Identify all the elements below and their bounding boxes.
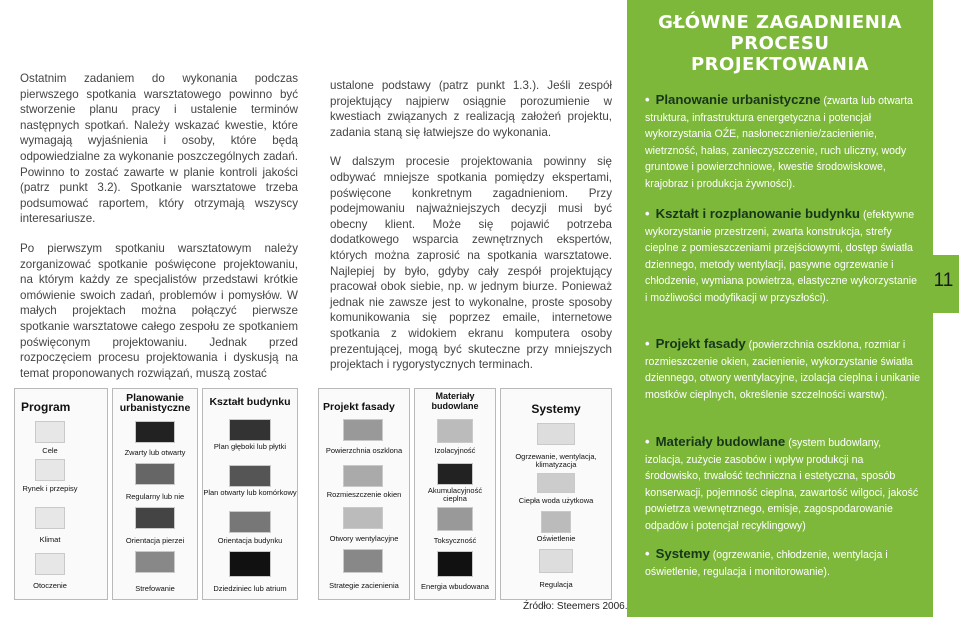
paragraph: Po pierwszym spotkaniu warsztatowym należy zorganizować spotkanie poświęcone projektowaniu, na którym każdy ze specjalistów przedstawi krótkie omówienie swoich zadań, problemów i pomysłów. W małych projektach można połączyć pierwsze spotkanie warsztatowe całego zespołu ze spotkaniem poświęconym projektowaniu. Jednak przed rozpoczęciem procesu projektowania i dyskusją na temat proponowanych rozwiązań, muszą zostać — [20, 241, 298, 380]
item-label: Powierzchnia oszklona — [325, 446, 403, 455]
regulation-icon — [539, 549, 573, 573]
paragraph: W dalszym procesie projektowania powinny się odbywać mniejsze spotkania pomiędzy ekspertami, poświęcone konkretnym zagadnieniom. Przy podejmowaniu najważniejszych decyzji musi być obecny klient. Może się pojawić potrzeba dodatkowego wsparcia zewnętrznych ekspertów, których można zaprosić na spotkania warsztatowe. Najlepiej by było, gdyby cały zespół projektujący pracował obok siebie, np. w jednym biurze. Ponieważ jednak nie zawsze jest to wykonalne, proste sposoby komunikowania się poprzez emaile, internetowe spotkania z widokiem ekranu komputera osoby prezentującej, mogą być skuteczne przy mniejszych projektach i rygorystycznych terminach. — [330, 155, 612, 372]
topic-heading: Systemy — [655, 546, 710, 561]
item-label: Energia wbudowana — [421, 582, 489, 591]
paragraph: ustalone podstawy (patrz punkt 1.3.). Jeśli zespół projektujący najpierw osiągnie porozumienie w kwestiach związanych z realizacją założeń projektu, zadania staną się łatwiejsze do wykonania. — [330, 79, 612, 139]
item-label: Akumulacyjność cieplna — [427, 486, 483, 503]
regular-layout-icon — [135, 463, 175, 485]
panel-title: Projekt fasady — [323, 401, 395, 413]
item-label: Zwarty lub otwarty — [124, 448, 186, 457]
design-process-diagram — [14, 388, 612, 600]
market-icon — [35, 459, 65, 481]
text-column-left — [20, 71, 298, 395]
item-label: Orientacja budynku — [217, 536, 283, 545]
panel-title: Materiały budowlane — [431, 391, 479, 411]
paragraph: Ostatnim zadaniem do wykonania podczas pierwszego spotkania warsztatowego powinno być stworzenie planu pracy i ustalenie terminów następnych spotkań. Należy wskazać kwestie, które wymagają wyjaśnienia i osoby, które będą odpowiedzialne za wykonanie poszczególnych zadań. Powinno to zostać zawarte w planie kontroli jakości (patrz punkt 3.2). Spotkanie warsztatowe trzeba podsumować raportem, który otrzymają wszyscy interesariusze. — [20, 72, 298, 226]
item-label: Plan głęboki lub płytki — [213, 442, 287, 451]
hot-water-icon — [537, 473, 575, 493]
item-label: Strategie zacienienia — [329, 581, 399, 590]
bullet-icon: • — [645, 546, 650, 561]
panel-systems — [500, 388, 612, 600]
toxicity-icon — [437, 507, 473, 531]
item-label: Otwory wentylacyjne — [329, 534, 399, 543]
item-label: Ciepła woda użytkowa — [518, 496, 594, 505]
vents-icon — [343, 507, 383, 529]
goals-icon — [35, 421, 65, 443]
item-label: Toksyczność — [433, 536, 477, 545]
item-label: Regulacja — [539, 580, 573, 589]
item-label: Rynek i przepisy — [22, 484, 78, 493]
panel-title: Systemy — [531, 402, 581, 416]
panel-title: Kształt budynku — [209, 396, 291, 408]
bullet-icon: • — [645, 336, 650, 351]
topic-description: (ogrzewanie, chłodzenie, wentylacja i oświetlenie, regulacja i monitorowanie). — [645, 549, 888, 578]
item-label: Rozmieszczenie okien — [326, 490, 402, 499]
topic-building-materials — [645, 434, 921, 534]
text-column-middle — [330, 78, 612, 387]
sidebar-title-line: GŁÓWNE ZAGADNIENIA — [658, 12, 902, 33]
insulation-icon — [437, 419, 473, 443]
bullet-icon: • — [645, 434, 650, 449]
compact-layout-icon — [135, 421, 175, 443]
item-label: Regularny lub nie — [125, 492, 185, 501]
topic-heading: Projekt fasady — [655, 336, 746, 351]
panel-facade-design — [318, 388, 410, 600]
sidebar-title-line: PROCESU — [730, 33, 830, 54]
frontage-icon — [135, 507, 175, 529]
topic-heading: Materiały budowlane — [655, 434, 786, 449]
topic-facade-design — [645, 336, 921, 403]
bullet-icon: • — [645, 92, 650, 107]
topic-heading: Kształt i rozplanowanie budynku — [655, 206, 860, 221]
sidebar-title — [627, 0, 933, 75]
glazing-icon — [343, 419, 383, 441]
item-label: Dziedziniec lub atrium — [213, 584, 287, 593]
figure-source: Źródło: Steemers 2006. — [523, 601, 628, 612]
topic-building-form — [645, 206, 921, 306]
embodied-energy-icon — [437, 551, 473, 577]
page-number: 11 — [933, 270, 954, 291]
item-label: Orientacja pierzei — [125, 536, 185, 545]
panel-title: Program — [21, 400, 71, 414]
topic-description: (powierzchnia oszklona, rozmiar i rozmieszczenie okien, zacienienie, wykorzystanie światła dziennego, otwory wentylacyjne, izolacja cieplna i unikanie mostków cieplnych, określenie szczelności warstw). — [645, 339, 921, 401]
courtyard-icon — [229, 551, 271, 577]
orientation-icon — [229, 511, 271, 533]
hvac-icon — [537, 423, 575, 445]
climate-icon — [35, 507, 65, 529]
lighting-icon — [541, 511, 571, 533]
topic-urban-planning — [645, 92, 921, 192]
item-label: Cele — [42, 446, 58, 455]
open-plan-icon — [229, 465, 271, 487]
panel-title: Planowanie urbanistyczne — [119, 392, 191, 414]
item-label: Otoczenie — [33, 581, 67, 590]
panel-building-shape — [202, 388, 298, 600]
item-label: Ogrzewanie, wentylacja, klimatyzacja — [515, 452, 597, 469]
item-label: Oświetlenie — [536, 534, 576, 543]
item-label: Strefowanie — [135, 584, 175, 593]
deep-plan-icon — [229, 419, 271, 441]
windows-icon — [343, 465, 383, 487]
panel-program — [14, 388, 108, 600]
thermal-mass-icon — [437, 463, 473, 485]
panel-urban-planning — [112, 388, 198, 600]
topic-description: (system budowlany, izolacja, zużycie zasobów i wpływ produkcji na środowisko, trwałość techniczna i estetyczna, sposób konserwacji, pojemność cieplna, zawartość wilgoci, jakość powietrza wewnętrznego, emisje, zagospodarowanie odpadów i potencjał recyklingowy) — [645, 437, 919, 532]
zoning-icon — [135, 551, 175, 573]
sidebar-title-line: PROJEKTOWANIA — [690, 54, 870, 75]
item-label: Klimat — [39, 535, 61, 544]
panel-building-materials — [414, 388, 496, 600]
topic-description: (efektywne wykorzystanie przestrzeni, zwarta konstrukcja, strefy cieplne z pomieszczeniami przejściowymi, dostęp światła dziennego, metody wentylacji, pasywne ogrzewanie i chłodzenie, wymiana powietrza, elastyczne wykorzystanie i możliwości modyfikacji w przyszłości). — [645, 209, 918, 304]
bullet-icon: • — [645, 206, 650, 221]
item-label: Izolacyjność — [434, 446, 476, 455]
item-label: Plan otwarty lub komórkowy — [203, 488, 297, 497]
topic-heading: Planowanie urbanistyczne — [655, 92, 821, 107]
surroundings-icon — [35, 553, 65, 575]
key-issues-sidebar — [627, 0, 933, 617]
topic-systems — [645, 546, 921, 580]
shading-icon — [343, 549, 383, 573]
topic-description: (zwarta lub otwarta struktura, infrastruktura energetyczna i potencjał wykorzystania OŹE, nasłonecznienie/zacienienie, wietrzność, hałas, zanieczyszczenie, ruch uliczny, wody gruntowe i powierzchniowe, kwestie środowiskowe, krajobraz i produkcja żywności). — [645, 95, 913, 190]
